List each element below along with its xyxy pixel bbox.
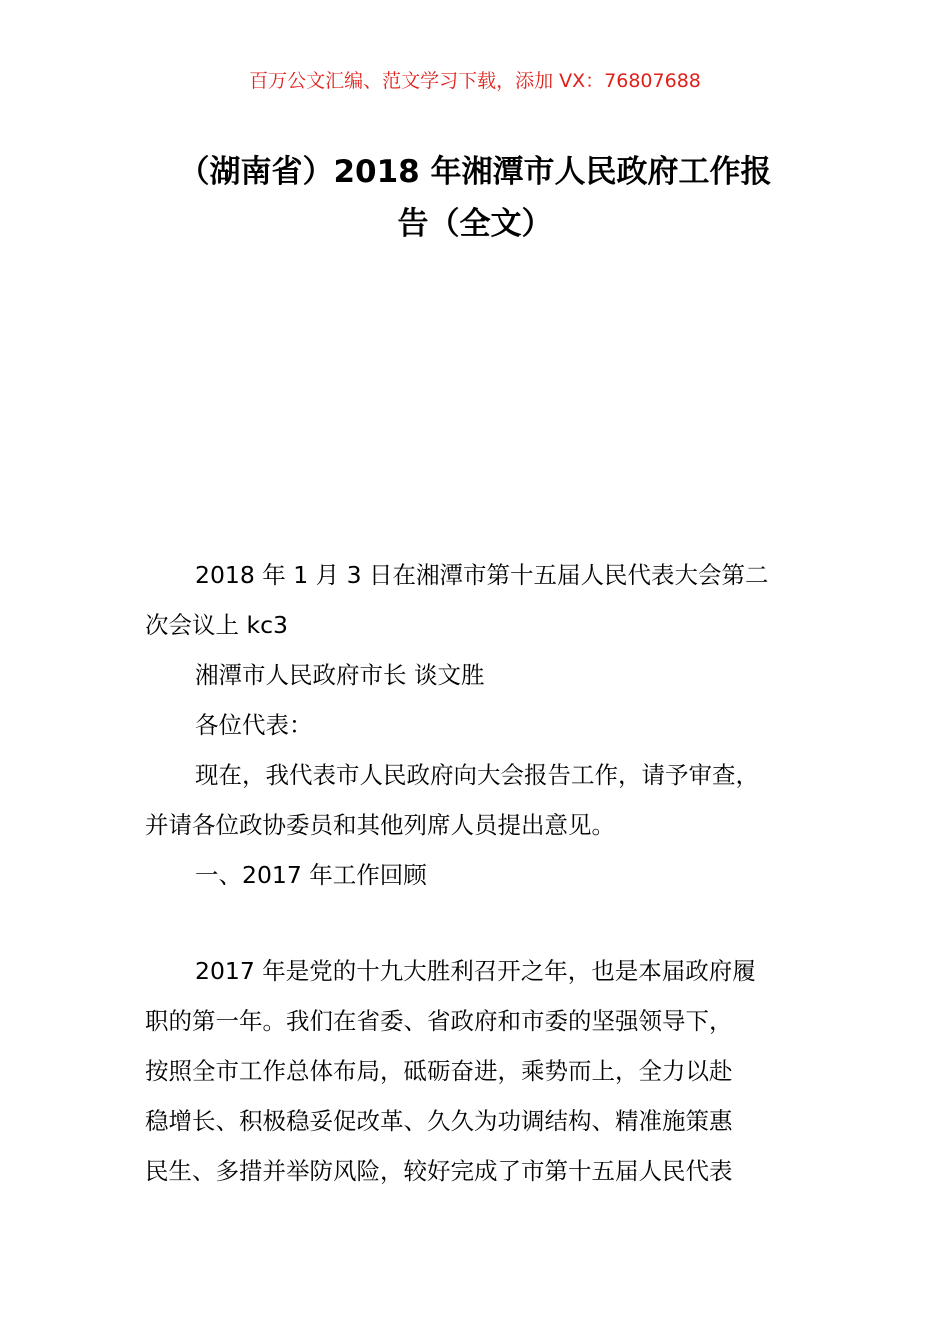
- review-line: 民生、多措并举防风险，较好完成了市第十五届人民代表: [145, 1157, 733, 1185]
- intro-line-1: 现在，我代表市人民政府向大会报告工作，请予审查，: [195, 761, 759, 789]
- review-line: 稳增长、积极稳妥促改革、久久为功调结构、精准施策惠: [145, 1107, 733, 1135]
- greeting-line: 各位代表：: [195, 711, 313, 739]
- section-heading: 一、2017 年工作回顾: [195, 861, 427, 889]
- meeting-line-2: 次会议上 kc3: [145, 611, 288, 639]
- intro-line-2: 并请各位政协委员和其他列席人员提出意见。: [145, 811, 615, 839]
- speaker-line: 湘潭市人民政府市长 谈文胜: [195, 661, 485, 689]
- review-line: 职的第一年。我们在省委、省政府和市委的坚强领导下，: [145, 1007, 733, 1035]
- review-line: 按照全市工作总体布局，砥砺奋进，乘势而上，全力以赴: [145, 1057, 733, 1085]
- meeting-line-1: 2018 年 1 月 3 日在湘潭市第十五届人民代表大会第二: [195, 561, 769, 589]
- document-body-review: [145, 946, 835, 1196]
- review-line: 2017 年是党的十九大胜利召开之年，也是本届政府履: [195, 957, 756, 985]
- title-line-1: （湖南省）2018 年湘潭市人民政府工作报: [178, 154, 772, 190]
- header-note: 百万公文汇编、范文学习下载，添加 VX：76807688: [249, 70, 701, 92]
- document-title: [130, 146, 820, 250]
- document-body-intro: [145, 550, 835, 900]
- title-line-2: 告（全文）: [397, 206, 553, 242]
